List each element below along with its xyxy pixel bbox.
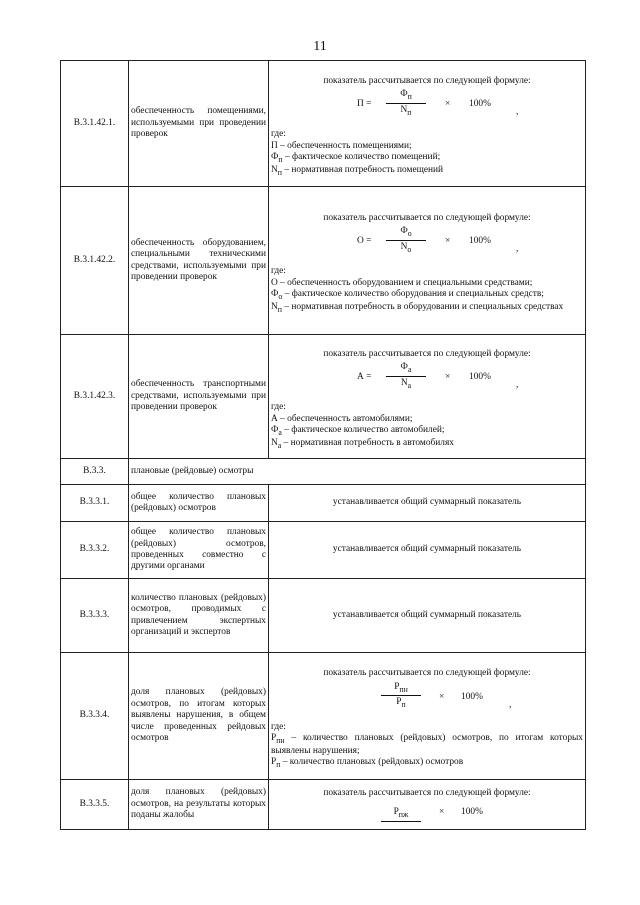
definition-text: – количество плановых (рейдовых) осмотров [280, 757, 464, 768]
row-name: общее количество плановых (рейдовых) осмотров, проведенных совместно с другими органами [129, 522, 269, 579]
summary-cell: устанавливается общий суммарный показатель [269, 579, 586, 653]
definition-subscript: а [278, 428, 282, 438]
row-name: обеспеченность оборудованием, специальными техническими средствами, используемыми при проведении проверок [129, 187, 269, 335]
where-label: где: [271, 721, 286, 732]
definition-symbol: N [271, 437, 278, 448]
definition-line: П – обеспеченность помещениями; [271, 140, 412, 151]
row-code: В.3.1.42.1. [61, 61, 129, 187]
fraction-numerator: Р [394, 681, 400, 692]
numerator-subscript: пж [398, 810, 409, 820]
table-row [61, 61, 586, 187]
definition-symbol: Ф [271, 152, 279, 163]
multiply-sign: × [445, 236, 451, 247]
row-name: общее количество плановых (рейдовых) осмотров [129, 485, 269, 522]
definition-symbol: N [271, 164, 278, 175]
row-code: В.3.3.1. [61, 485, 129, 522]
row-name: обеспеченность транспортными средствами, используемыми при проведении проверок [129, 335, 269, 459]
denominator-subscript: п [407, 107, 412, 117]
multiply-sign: × [445, 99, 451, 110]
formula-definitions [269, 722, 585, 772]
percent-value: 100% [461, 807, 483, 818]
definition-subscript: п [277, 304, 282, 314]
where-label: где: [271, 402, 286, 413]
formula-lhs: О = [357, 236, 372, 247]
table-row [61, 579, 586, 653]
definition-line [271, 165, 583, 177]
row-name: обеспеченность помещениями, используемыми при проведении проверок [129, 61, 269, 187]
table-row [61, 459, 586, 485]
row-code: В.3.3.4. [61, 653, 129, 780]
definition-line [271, 733, 583, 757]
definition-subscript: а [277, 440, 282, 450]
denominator-subscript: а [407, 380, 412, 390]
indicator-cell [269, 335, 586, 459]
formula [269, 360, 585, 402]
definition-line [271, 438, 583, 450]
page-number: 11 [313, 39, 327, 54]
multiply-sign: × [439, 691, 445, 702]
definition-symbol: Ф [271, 289, 279, 300]
where-label: где: [271, 266, 286, 277]
numerator-subscript: а [407, 365, 412, 375]
formula-definitions [269, 129, 585, 179]
definition-line [271, 302, 583, 314]
indicator-cell [269, 653, 586, 780]
fraction-numerator: Ф [400, 362, 408, 373]
denominator-subscript: о [407, 244, 412, 254]
definition-text: – фактическое количество автомобилей; [281, 425, 445, 436]
formula-lhs: П = [357, 99, 372, 110]
percent-value: 100% [469, 372, 491, 383]
percent-value: 100% [469, 99, 491, 110]
row-name: доля плановых (рейдовых) осмотров, на результаты которых поданы жалобы [129, 780, 269, 830]
indicators-table [60, 60, 586, 830]
definition-line: О – обеспеченность оборудованием и специальными средствами; [271, 277, 533, 288]
indicator-cell [269, 61, 586, 187]
formula-comma: , [509, 699, 512, 710]
formula-intro: показатель рассчитывается по следующей формуле: [323, 75, 531, 86]
formula-intro: показатель рассчитывается по следующей формуле: [323, 212, 531, 223]
summary-cell: устанавливается общий суммарный показатель [269, 522, 586, 579]
formula-intro: показатель рассчитывается по следующей формуле: [323, 668, 531, 679]
row-name: доля плановых (рейдовых) осмотров, по итогам которых выявлены нарушения, в общем числе проведенных рейдовых осмотров [129, 653, 269, 780]
indicator-cell [269, 780, 586, 830]
formula [269, 799, 585, 821]
formula-definitions [269, 266, 585, 316]
fraction-denominator: N [400, 104, 408, 115]
formula-definitions [269, 402, 585, 452]
numerator-subscript: п [407, 92, 412, 102]
definition-symbol: Р [271, 733, 277, 744]
definition-line: А – обеспеченность автомобилями; [271, 413, 413, 424]
fraction-denominator: N [400, 377, 408, 388]
row-code: В.3.1.42.3. [61, 335, 129, 459]
definition-text: – фактическое количество помещений; [282, 152, 441, 163]
definition-line [271, 152, 583, 164]
row-name: количество плановых (рейдовых) осмотров, проводимых с привлечением экспертных организаций и экспертов [129, 579, 269, 653]
definition-symbol: N [271, 301, 278, 312]
formula-fraction [386, 362, 426, 390]
table-row [61, 780, 586, 830]
fraction-numerator: Р [393, 807, 399, 818]
formula-intro: показатель рассчитывается по следующей формуле: [323, 788, 531, 798]
numerator-subscript: пн [399, 684, 408, 694]
formula-comma: , [516, 380, 519, 391]
definition-text: – количество плановых (рейдовых) осмотров, по итогам которых выявлены нарушения; [271, 733, 583, 756]
table-row [61, 653, 586, 780]
row-name: плановые (рейдовые) осмотры [129, 459, 586, 485]
definition-symbol: Р [271, 757, 277, 768]
table-row [61, 187, 586, 335]
definition-text: – фактическое количество оборудования и специальных средств; [282, 289, 544, 300]
formula [269, 224, 585, 266]
definition-subscript: п [276, 760, 281, 770]
formula-fraction [381, 807, 421, 821]
numerator-subscript: о [407, 229, 412, 239]
multiply-sign: × [445, 372, 451, 383]
definition-subscript: пн [276, 736, 285, 746]
formula-intro: показатель рассчитывается по следующей формуле: [323, 348, 531, 359]
definition-text: – нормативная потребность помещений [281, 164, 444, 175]
where-label: где: [271, 129, 286, 140]
row-code: В.3.3.3. [61, 579, 129, 653]
row-code: В.3.1.42.2. [61, 187, 129, 335]
formula-comma: , [516, 244, 519, 255]
fraction-denominator: Р [396, 697, 402, 708]
definition-text: – нормативная потребность в автомобилях [281, 437, 454, 448]
formula-lhs: А = [357, 372, 372, 383]
denominator-subscript: п [401, 700, 406, 710]
definition-line [271, 425, 583, 437]
formula-fraction [386, 89, 426, 117]
table-row [61, 485, 586, 522]
formula [269, 680, 585, 722]
definition-line [271, 289, 583, 301]
percent-value: 100% [461, 691, 483, 702]
formula-fraction [381, 682, 421, 710]
definition-subscript: п [277, 167, 282, 177]
fraction-numerator: Ф [400, 226, 408, 237]
indicator-cell [269, 187, 586, 335]
row-code: В.3.3.5. [61, 780, 129, 830]
table-row [61, 522, 586, 579]
row-code: В.3.3.2. [61, 522, 129, 579]
row-code: В.3.3. [61, 459, 129, 485]
fraction-numerator: Ф [400, 89, 408, 100]
formula [269, 87, 585, 129]
multiply-sign: × [439, 807, 445, 818]
percent-value: 100% [469, 236, 491, 247]
definition-symbol: Ф [271, 425, 279, 436]
fraction-denominator: N [400, 241, 408, 252]
formula-comma: , [516, 107, 519, 118]
table-row [61, 335, 586, 459]
formula-fraction [386, 226, 426, 254]
definition-subscript: п [278, 155, 283, 165]
definition-subscript: о [278, 292, 283, 302]
definition-text: – нормативная потребность в оборудовании и специальных средствах [281, 301, 564, 312]
summary-cell: устанавливается общий суммарный показатель [269, 485, 586, 522]
definition-line [271, 757, 583, 769]
